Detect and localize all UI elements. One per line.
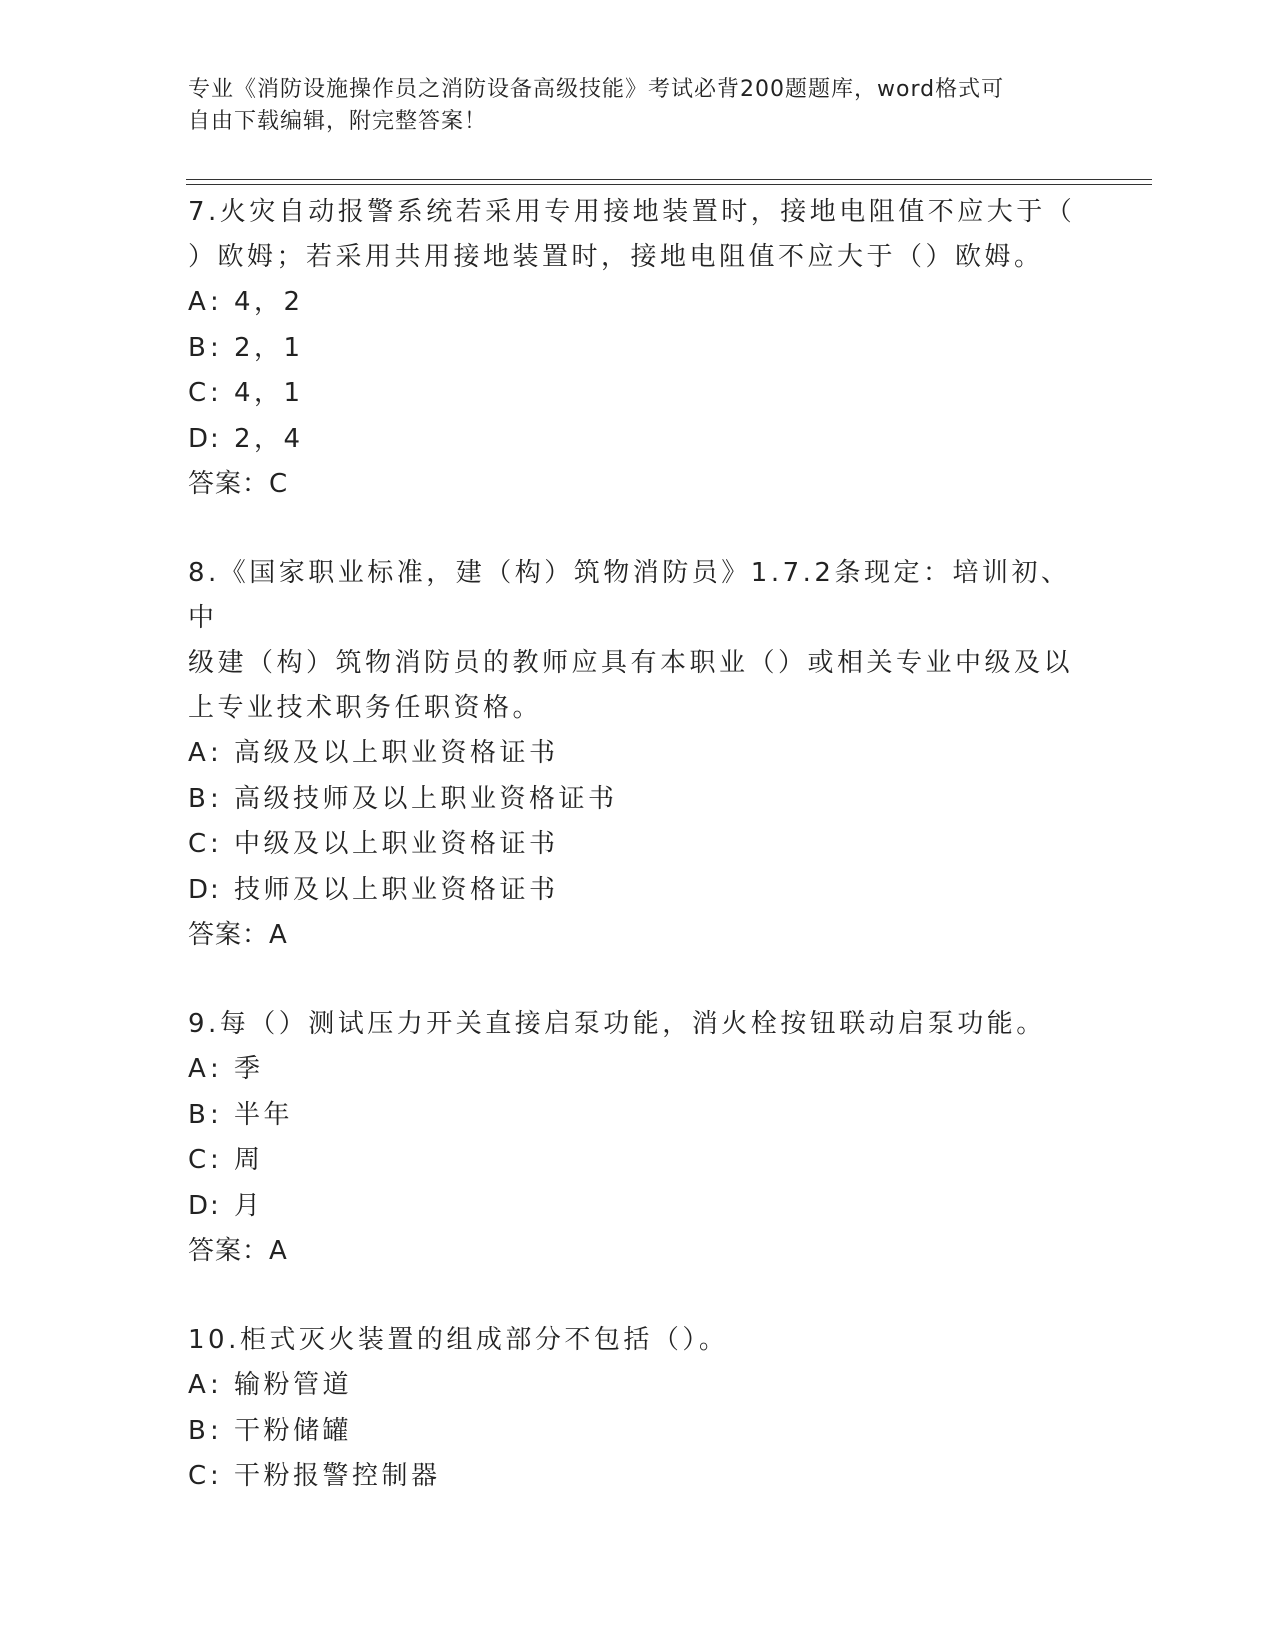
option-letter: A xyxy=(188,738,210,768)
option-separator: : xyxy=(210,1099,223,1130)
option-text: 干粉报警控制器 xyxy=(234,1461,441,1491)
header-line-2: 自由下载编辑，附完整答案！ xyxy=(188,109,488,134)
option-separator: : xyxy=(210,332,223,363)
option-letter: D xyxy=(188,423,212,454)
option-letter: B xyxy=(188,1415,210,1446)
question-8 xyxy=(188,551,1088,958)
option-a xyxy=(188,280,1088,326)
header-divider-top xyxy=(186,179,1152,180)
option-letter: A xyxy=(188,1370,210,1400)
option-letter: B xyxy=(188,783,210,814)
option-text: 高级及以上职业资格证书 xyxy=(234,738,559,768)
option-letter: B xyxy=(188,1099,210,1130)
answer-line: 答案：A xyxy=(188,1236,288,1266)
option-d xyxy=(188,417,1088,463)
option-text: 周 xyxy=(234,1145,264,1175)
option-b xyxy=(188,777,1088,823)
option-separator: : xyxy=(210,829,223,859)
header-divider-bottom xyxy=(186,184,1152,185)
header-line-1: 专业《消防设施操作员之消防设备高级技能》考试必背200题题库，word格式可 xyxy=(188,77,1005,102)
option-text: 季 xyxy=(234,1054,264,1084)
option-b xyxy=(188,1093,1088,1139)
option-separator: : xyxy=(210,287,223,317)
option-text: 技师及以上职业资格证书 xyxy=(234,874,559,905)
answer-line: 答案：C xyxy=(188,469,289,499)
option-text: 4，2 xyxy=(234,287,304,317)
question-stem-line: 9.每（）测试压力开关直接启泵功能，消火栓按钮联动启泵功能。 xyxy=(188,1009,1046,1039)
option-separator: : xyxy=(210,783,223,814)
option-letter: D xyxy=(188,874,212,905)
document-header xyxy=(188,74,1068,138)
question-10 xyxy=(188,1318,1088,1500)
option-a xyxy=(188,1363,1088,1409)
option-text: 高级技师及以上职业资格证书 xyxy=(234,783,618,814)
question-7 xyxy=(188,190,1088,507)
question-spacer xyxy=(188,1274,1088,1318)
answer-line: 答案：A xyxy=(188,920,288,950)
question-stem-line: ）欧姆；若采用共用接地装置时，接地电阻值不应大于（）欧姆。 xyxy=(188,242,1044,272)
question-stem-line: 10.柜式灭火装置的组成部分不包括（）。 xyxy=(188,1325,729,1355)
option-text: 2，1 xyxy=(234,332,304,363)
option-text: 月 xyxy=(234,1190,264,1221)
option-separator: : xyxy=(210,874,223,905)
option-letter: D xyxy=(188,1190,212,1221)
option-text: 干粉储罐 xyxy=(234,1415,353,1446)
option-letter: A xyxy=(188,1054,210,1084)
option-separator: : xyxy=(210,1370,223,1400)
question-9 xyxy=(188,1002,1088,1274)
option-letter: C xyxy=(188,829,210,859)
option-separator: : xyxy=(210,423,223,454)
option-separator: : xyxy=(210,378,223,408)
question-stem-line: 8.《国家职业标准，建（构）筑物消防员》1.7.2条现定：培训初、中 xyxy=(188,558,1071,633)
question-list xyxy=(188,190,1088,1500)
option-text: 输粉管道 xyxy=(234,1370,353,1400)
option-text: 中级及以上职业资格证书 xyxy=(234,829,559,859)
option-letter: C xyxy=(188,1461,210,1491)
option-separator: : xyxy=(210,1415,223,1446)
option-b xyxy=(188,326,1088,372)
option-a xyxy=(188,731,1088,777)
option-text: 半年 xyxy=(234,1099,294,1130)
option-letter: C xyxy=(188,378,210,408)
question-spacer xyxy=(188,958,1088,1002)
option-c xyxy=(188,371,1088,417)
question-stem-line: 上专业技术职务任职资格。 xyxy=(188,693,543,723)
option-separator: : xyxy=(210,1054,223,1084)
option-separator: : xyxy=(210,738,223,768)
option-letter: A xyxy=(188,287,210,317)
option-d xyxy=(188,1184,1088,1230)
option-c xyxy=(188,1454,1088,1500)
option-separator: : xyxy=(210,1190,223,1221)
option-c xyxy=(188,822,1088,868)
option-a xyxy=(188,1047,1088,1093)
option-d xyxy=(188,868,1088,914)
option-b xyxy=(188,1409,1088,1455)
option-c xyxy=(188,1138,1088,1184)
option-text: 2，4 xyxy=(234,423,304,454)
option-separator: : xyxy=(210,1145,223,1175)
option-letter: C xyxy=(188,1145,210,1175)
option-letter: B xyxy=(188,332,210,363)
question-stem-line: 7.火灾自动报警系统若采用专用接地装置时，接地电阻值不应大于（ xyxy=(188,197,1076,227)
question-stem-line: 级建（构）筑物消防员的教师应具有本职业（）或相关专业中级及以 xyxy=(188,648,1074,678)
question-spacer xyxy=(188,507,1088,551)
option-separator: : xyxy=(210,1461,223,1491)
option-text: 4，1 xyxy=(234,378,304,408)
